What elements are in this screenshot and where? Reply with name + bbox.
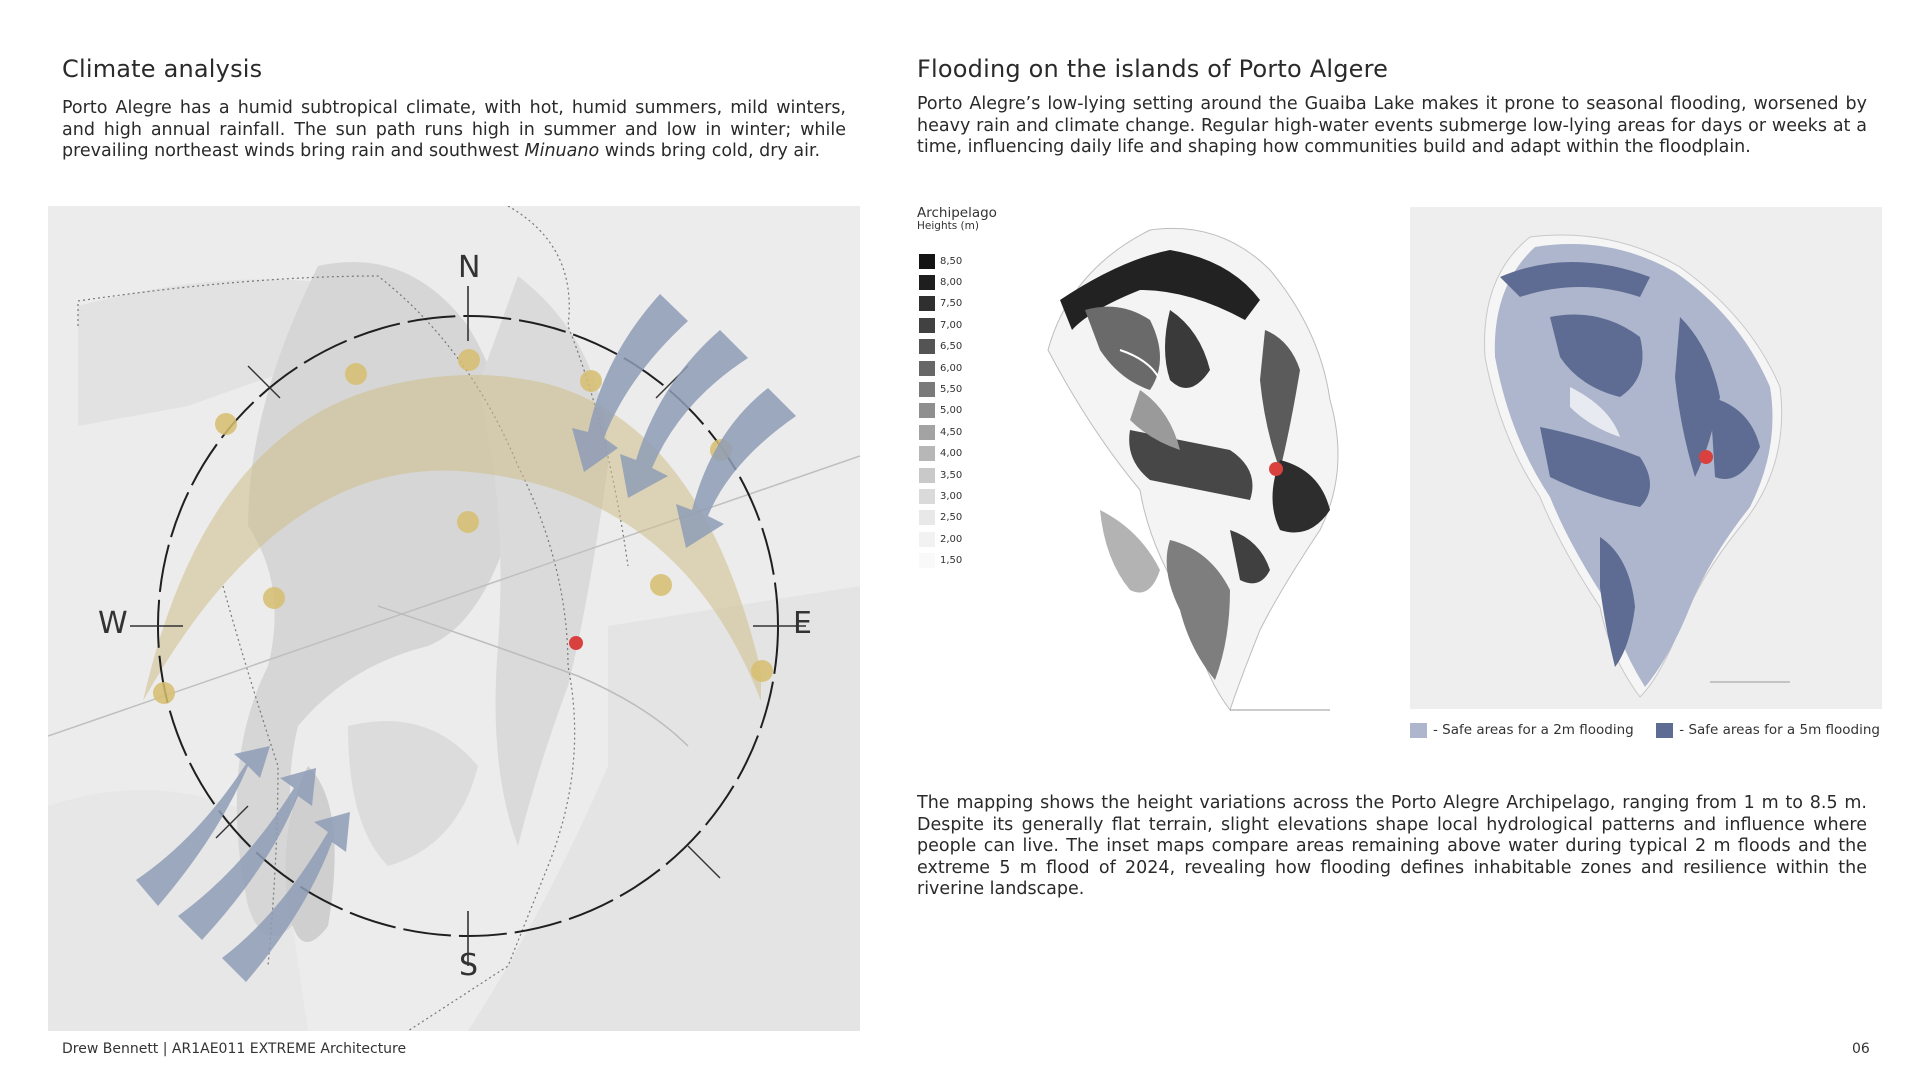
legend-swatch	[919, 510, 935, 525]
legend-swatch	[919, 382, 935, 397]
flood-map	[1410, 207, 1882, 709]
left-title: Climate analysis	[62, 55, 263, 83]
compass-north: N	[458, 250, 481, 285]
flood-svg	[1410, 207, 1882, 709]
legend-row	[919, 403, 962, 419]
legend-value: 6,50	[940, 341, 963, 353]
legend-value: 8,50	[940, 255, 963, 267]
elevation-site-marker	[1269, 462, 1283, 476]
legend-row	[919, 446, 962, 462]
legend-value: 3,50	[940, 469, 963, 481]
legend-swatch	[919, 254, 935, 269]
flood-key	[1410, 722, 1880, 738]
legend-row	[919, 339, 962, 355]
key-safe-5m	[1656, 722, 1880, 738]
legend-row	[919, 274, 962, 290]
legend-value: 8,00	[940, 276, 963, 288]
legend-value: 7,50	[940, 298, 963, 310]
compass-west: W	[98, 606, 128, 641]
climate-diagram	[48, 206, 860, 1031]
legend-swatch	[919, 553, 935, 568]
legend-row	[919, 381, 962, 397]
site-marker	[569, 636, 583, 650]
legend-subtitle: Heights (m)	[917, 220, 979, 232]
legend-swatch	[919, 318, 935, 333]
mapping-paragraph: The mapping shows the height variations across the Porto Alegre Archipelago, ranging from 1 m to 8.5 m. Despite its generally flat terrain, slight elevations shape local hydrological patterns and influence where people can live. The inset maps compare areas remaining above water during typical 2 m floods and the extreme 5 m flood of 2024, revealing how flooding defines inhabitable zones and resilience within the riverine landscape.	[917, 793, 1867, 899]
compass-south: S	[459, 948, 479, 983]
legend-value: 1,50	[940, 555, 963, 567]
legend-value: 5,00	[940, 405, 963, 417]
footer-credit: Drew Bennett | AR1AE011 EXTREME Architecture	[62, 1041, 407, 1057]
page-number: 06	[1852, 1041, 1870, 1057]
legend-row	[919, 510, 962, 526]
legend-row	[919, 531, 962, 547]
flood-site-marker	[1699, 450, 1713, 464]
climate-svg	[48, 206, 860, 1031]
key-safe-5m-label: - Safe areas for a 5m flooding	[1679, 722, 1880, 738]
legend-swatch	[919, 425, 935, 440]
legend-value: 2,50	[940, 512, 963, 524]
legend-title: Archipelago	[917, 205, 997, 221]
legend-row	[919, 253, 962, 269]
legend-row	[919, 467, 962, 483]
legend-row	[919, 488, 962, 504]
elevation-map	[1030, 210, 1410, 730]
legend-value: 3,00	[940, 490, 963, 502]
legend-value: 4,50	[940, 426, 963, 438]
legend-row	[919, 296, 962, 312]
key-safe-2m-label: - Safe areas for a 2m flooding	[1433, 722, 1634, 738]
legend-row	[919, 553, 962, 569]
right-title: Flooding on the islands of Porto Algere	[917, 55, 1389, 83]
legend-swatch	[919, 296, 935, 311]
legend-swatch	[919, 403, 935, 418]
elevation-svg	[1030, 210, 1410, 730]
legend-value: 4,00	[940, 448, 963, 460]
key-safe-2m-swatch	[1410, 723, 1427, 738]
legend-swatch	[919, 361, 935, 376]
height-legend	[917, 205, 1037, 575]
legend-swatch	[919, 339, 935, 354]
legend-value: 7,00	[940, 319, 963, 331]
legend-swatch	[919, 446, 935, 461]
legend-swatch	[919, 532, 935, 547]
legend-swatch	[919, 275, 935, 290]
key-safe-5m-swatch	[1656, 723, 1673, 738]
key-safe-2m	[1410, 722, 1634, 738]
legend-row	[919, 317, 962, 333]
climate-paragraph: Porto Alegre has a humid subtropical climate, with hot, humid summers, mild winters, and high annual rainfall. The sun path runs high in summer and low in winter; while prevailing northeast winds bring rain and southwest Minuano winds bring cold, dry air.	[62, 98, 846, 161]
compass-east: E	[793, 606, 812, 641]
flooding-intro: Porto Alegre’s low-lying setting around the Guaiba Lake makes it prone to seasonal flooding, worsened by heavy rain and climate change. Regular high-water events submerge low-lying areas for days or weeks at a time, influencing daily life and shaping how communities build and adapt within the floodplain.	[917, 94, 1867, 157]
legend-row	[919, 360, 962, 376]
legend-row	[919, 424, 962, 440]
legend-value: 2,00	[940, 533, 963, 545]
legend-swatch	[919, 489, 935, 504]
legend-value: 6,00	[940, 362, 963, 374]
legend-swatch	[919, 468, 935, 483]
legend-value: 5,50	[940, 383, 963, 395]
